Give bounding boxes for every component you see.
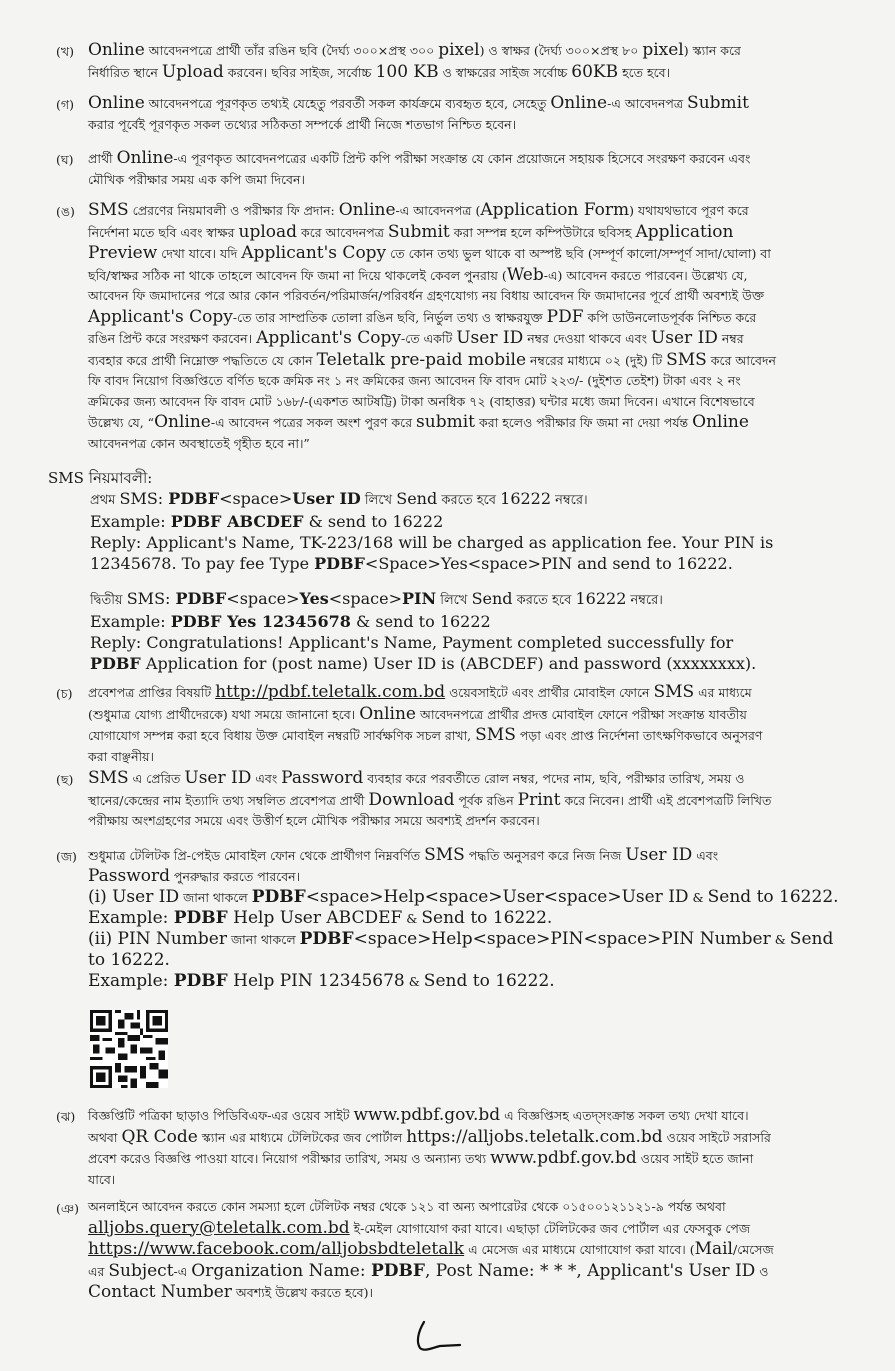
- item-marker: (ঝ): [56, 1109, 76, 1124]
- item-chha: (ছ) SMS এ প্রেরিত User ID এবং Password ব্যবহার করে পরবর্তীতে রোল নম্বর, পদের নাম, ছবি, পরীক্ষার তারিখ, সময় ও স্থানের/কেন্দ্রের নাম ইত্যাদি তথ্য সম্বলিত প্রবেশপত্র প্রার্থী Download পূর্বক রঙিন Print করে নিবেন। প্রার্থী এই প্রবেশপত্রটি লিখিত পরীক্ষায় অংশগ্রহণের সময়ে এবং উত্তীর্ণ হলে মৌখিক পরীক্ষার সময়ে অবশ্যই প্রদর্শন করবেন।: [56, 768, 868, 832]
- item-kha: (খ) Online আবেদনপত্রে প্রার্থী তাঁর রঙিন ছবি (দৈর্ঘ্য ৩০০×প্রস্থ ৩০০ pixel) ও স্বাক্ষর (দৈর্ঘ্য ৩০০×প্রস্থ ৮০ pixel) স্ক্যান করে নির্ধারিত স্থানে Upload করবেন। ছবির সাইজ, সর্বোচ্চ 100 KB ও স্বাক্ষরের সাইজ সর্বোচ্চ 60KB হতে হবে।: [56, 40, 741, 82]
- support-email-link[interactable]: alljobs.query@teletalk.com.bd: [88, 1217, 350, 1238]
- item-marker: (খ): [56, 44, 74, 59]
- item-marker: (ছ): [56, 772, 74, 787]
- sms-first: প্রথম SMS: PDBF<space>User ID লিখে Send করতে হবে 16222 নম্বরে। Example: PDBF ABCDEF & send to 16222 Reply: Applicant's Name, TK-223/168 will be charged as application fee. Your PIN is 12345678. To pay fee Type PDBF<Space>Yes<space>PIN and send to 16222.: [90, 489, 774, 573]
- item-ja: (জ) শুধুমাত্র টেলিটক প্রি-পেইড মোবাইল ফোন থেকে প্রার্থীগণ নিম্নবর্ণিত SMS পদ্ধতি অনুসরণ করে নিজ নিজ User ID এবং Password পুনরুদ্ধার করতে পারবেন। (i) User ID জানা থাকলে PDBF<space>Help<space>User<space>User ID & Send to 16222. Example: PDBF Help User ABCDEF & Send to 16222. (ii) PIN Number জানা থাকলে PDBF<space>Help<space>PIN<space>PIN Number & Send to 16222. Example: PDBF Help PIN 12345678 & Send to 16222.: [56, 845, 839, 991]
- item-marker: (গ): [56, 97, 74, 112]
- pdbf-website-link-2[interactable]: www.pdbf.gov.bd: [490, 1148, 637, 1168]
- item-gha: (ঘ) প্রার্থী Online-এ পূরণকৃত আবেদনপত্রের একটি প্রিন্ট কপি পরীক্ষা সংক্রান্ত যে কোন প্রয়োজনে সহায়ক হিসেবে সংরক্ষণ করবেন এবং মৌখিক পরীক্ষার সময় এক কপি জমা দিবেন।: [56, 148, 868, 190]
- item-marker: (চ): [56, 686, 73, 701]
- item-marker: (ঞ): [56, 1201, 79, 1216]
- item-marker: (ঙ): [56, 204, 75, 219]
- item-marker: (জ): [56, 849, 77, 864]
- item-uma: (ঙ) SMS প্রেরণের নিয়মাবলী ও পরীক্ষার ফি প্রদান: Online-এ আবেদনপত্র (Application Form) যথাযথভাবে পূরণ করে নির্দেশনা মতে ছবি এবং স্বাক্ষর upload করে আবেদনপত্র Submit করা সম্পন্ন হলে কম্পিউটারে ছবিসহ Application Preview দেখা যাবে। যদি Applicant's Copy তে কোন তথ্য ভুল থাকে বা অস্পষ্ট ছবি (সম্পূর্ণ কালো/সম্পূর্ণ সাদা/ঘোলা) বা ছবি/স্বাক্ষর সঠিক না থাকে তাহলে আবেদন ফি জমা না দিয়ে থাকলেই কেবল পুনরায় (Web-এ) আবেদন করতে পারবেন। উল্লেখ্য যে, আবেদন ফি জমাদানের পরে আর কোন পরিবর্তন/পরিমার্জন/পরিবর্ধন গ্রহণযোগ্য নয় বিধায় আবেদন ফি জমাদানের পূর্বে প্রার্থী অবশ্যই উক্ত Applicant's Copy-তে তার সাম্প্রতিক তোলা রঙিন ছবি, নির্ভুল তথ্য ও স্বাক্ষরযুক্ত PDF কপি ডাউনলোডপূর্বক নিশ্চিত করে রঙিন প্রিন্ট করে সংরক্ষণ করবেন। Applicant's Copy-তে একটি User ID নম্বর দেওয়া থাকবে এবং User ID নম্বর ব্যবহার করে প্রার্থী নিম্নোক্ত পদ্ধতিতে যে কোন Teletalk pre-paid mobile নম্বরের মাধ্যমে ০২ (দুই) টি SMS করে আবেদন ফি বাবদ নিয়োগ বিজ্ঞপ্তিতে বর্ণিত ছকে ক্রমিক নং ১ নং ক্রমিকের জন্য আবেদন ফি বাবদ মোট ২২৩/- (দুইশত তেইশ) টাকা এবং ২ নং ক্রমিকের জন্য আবেদন ফি বাবদ মোট ১৬৮/-(একশত আটষট্টি) টাকা অনধিক ৭২ (বাহাত্তর) ঘন্টার মধ্যে জমা দিবেন। এখানে বিশেষভাবে উল্লেখ্য যে, “Online-এ আবেদন পত্রের সকল অংশ পুরণ করে submit করা হলেও পরীক্ষার ফি জমা না দেয়া পর্যন্ত Online আবেদনপত্র কোন অবস্থাতেই গৃহীত হবে না।”: [56, 200, 868, 454]
- sms-rules-heading: SMS নিয়মাবলী:: [48, 469, 153, 487]
- pdbf-website-link[interactable]: www.pdbf.gov.bd: [353, 1105, 501, 1125]
- item-marker: (ঘ): [56, 152, 74, 167]
- item-ga: (গ) Online আবেদনপত্রে পূরণকৃত তথ্যই যেহেতু পরবর্তী সকল কার্যক্রমে ব্যবহৃত হবে, সেহেতু Online-এ আবেদনপত্র Submit করার পূর্বেই পূরণকৃত সকল তথ্যের সঠিকতা সম্পর্কে প্রার্থী নিজে শতভাগ নিশ্চিত হবেন।: [56, 93, 868, 135]
- sms-second: দ্বিতীয় SMS: PDBF<space>Yes<space>PIN লিখে Send করতে হবে 16222 নম্বরে। Example: PDBF Yes 12345678 & send to 16222 Reply: Congratulations! Applicant's Name, Payment completed successfully for PDBF Application for (post name) User ID is (ABCDEF) and password (xxxxxxxx).: [90, 589, 757, 673]
- signature-mark: [410, 1318, 470, 1354]
- item-cha: (চ) প্রবেশপত্র প্রাপ্তির বিষয়টি http://pdbf.teletalk.com.bd ওয়েবসাইটে এবং প্রার্থীর মোবাইল ফোনে SMS এর মাধ্যমে (শুধুমাত্র যোগ্য প্রার্থীদেরকে) যথা সময়ে জানানো হবে। Online আবেদনপত্রে প্রার্থীর প্রদত্ত মোবাইল ফোনে পরীক্ষা সংক্রান্ত যাবতীয় যোগাযোগ সম্পন্ন করা হবে বিধায় উক্ত মোবাইল নম্বরটি সার্বক্ষণিক সচল রাখা, SMS পড়া এবং প্রাপ্ত নির্দেশনা তাৎক্ষণিকভাবে অনুসরণ করা বাঞ্ছনীয়।: [56, 682, 868, 767]
- facebook-page-link[interactable]: https://www.facebook.com/alljobsbdteletalk: [88, 1239, 465, 1259]
- pdbf-teletalk-link[interactable]: http://pdbf.teletalk.com.bd: [215, 682, 446, 702]
- alljobs-teletalk-link[interactable]: https://alljobs.teletalk.com.bd: [406, 1126, 663, 1147]
- item-jha: (ঝ) বিজ্ঞপ্তিটি পত্রিকা ছাড়াও পিডিবিএফ-এর ওয়েব সাইট www.pdbf.gov.bd এ বিজ্ঞপ্তিসহ এতদ্‌সংক্রান্ত সকল তথ্য দেখা যাবে। অথবা QR Code স্ক্যান এর মাধ্যমে টেলিটকের জব পোর্টাল https://alljobs.teletalk.com.bd ওয়েব সাইটে সরাসরি প্রবেশ করেও বিজ্ঞপ্তি পাওয়া যাবে। নিয়োগ পরীক্ষার তারিখ, সময় ও অন্যান্য তথ্য www.pdbf.gov.bd ওয়েব সাইট হতে জানা যাবে।: [56, 1105, 868, 1190]
- qr-code-image: [90, 1010, 168, 1088]
- item-nya: (ঞ) অনলাইনে আবেদন করতে কোন সমস্যা হলে টেলিটক নম্বর থেকে ১২১ বা অন্য অপারেটর থেকে ০১৫০০১২১১২১-৯ পর্যন্ত অথবা alljobs.query@teletalk.com.bd ই-মেইল যোগাযোগ করা যাবে। এছাড়া টেলিটকের জব পোর্টাল এর ফেসবুক পেজ https://www.facebook.com/alljobsbdteletalk এ মেসেজ এর মাধ্যমে যোগাযোগ করা যাবে। (Mail/মেসেজ এর Subject-এ Organization Name: PDBF, Post Name: * * *, Applicant's User ID ও Contact Number অবশ্যই উল্লেখ করতে হবে)।: [56, 1199, 774, 1302]
